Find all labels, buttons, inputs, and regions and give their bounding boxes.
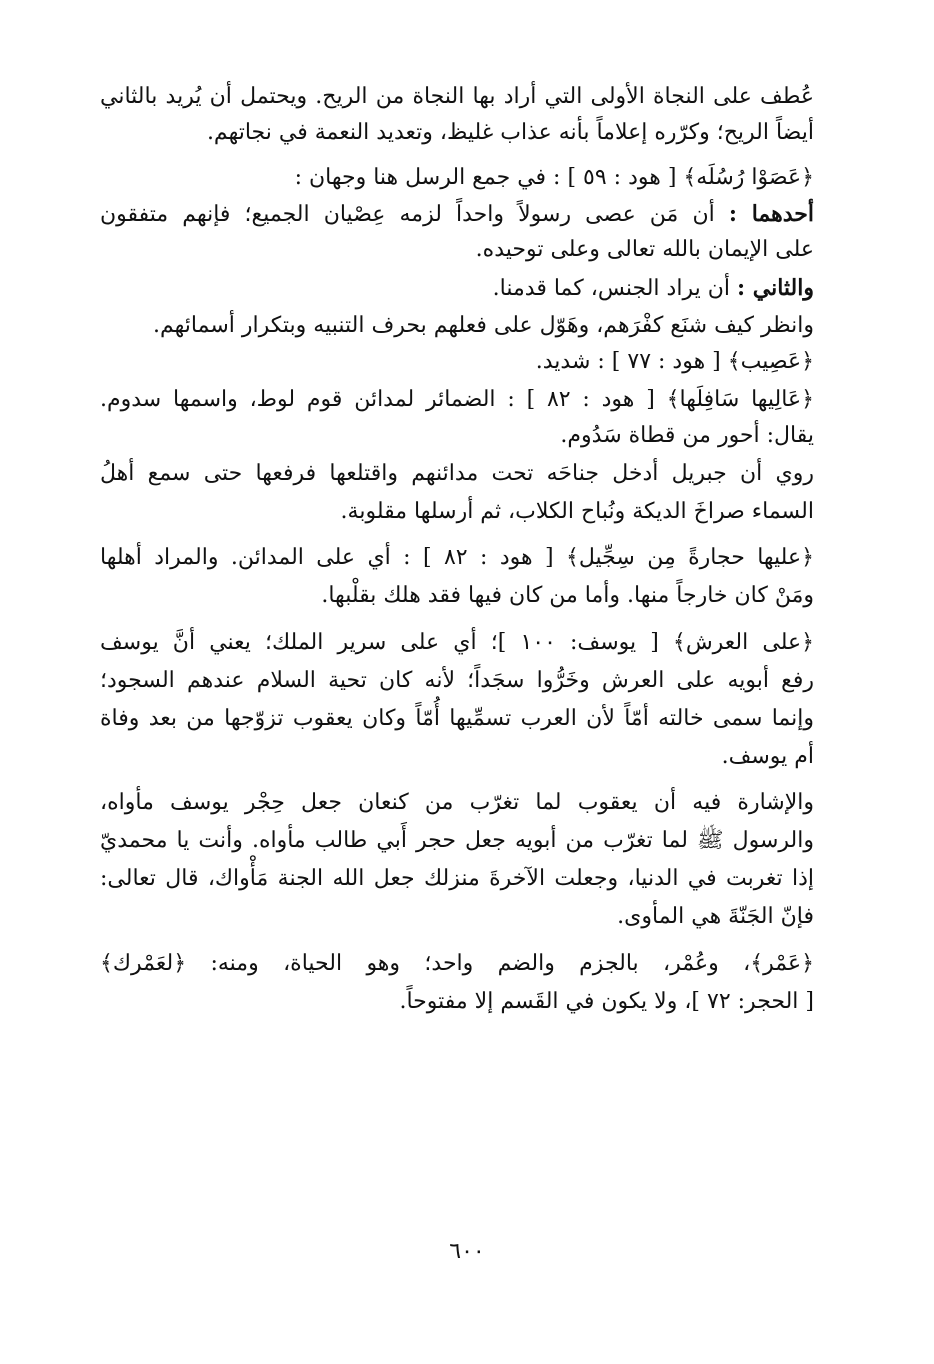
paragraph bbox=[100, 82, 814, 148]
text-line: وانظر كيف شنَع كفْرَهم، وهَوّل على فعلهم بحرف التنبيه وبتكرار أسمائهم. bbox=[153, 313, 814, 338]
text-line: [ الحجر: ٧٢ ]، ولا يكون في القَسم إلا مفتوحاً. bbox=[399, 989, 814, 1014]
paragraph-label: أحدهما : bbox=[728, 201, 814, 227]
text-line: ومَنْ كان خارجاً منها. وأما من كان فيها فقد هلك بقلْبها. bbox=[321, 583, 814, 608]
page-body bbox=[100, 82, 814, 1017]
text-line: وإنما سمى خالته أمّاً لأن العرب تسمِّيها أُمّاً وكان يعقوب تزوّجها من بعد وفاة bbox=[100, 706, 814, 731]
paragraph bbox=[100, 385, 814, 451]
text-line: ﴿عليها حجارةً مِن سِجِّيل﴾ [ هود : ٨٢ ] : أي على المدائن. والمراد أهلها bbox=[100, 545, 814, 570]
text-line: ﴿عَصِيب﴾ [ هود : ٧٧ ] : شديد. bbox=[535, 349, 814, 374]
paragraph bbox=[100, 273, 814, 303]
text-line: عُطف على النجاة الأولى التي أراد بها النجاة من الريح. ويحتمل أن يُريد بالثاني bbox=[100, 84, 814, 109]
text-line: ﴿على العرش﴾ [ يوسف: ١٠٠ ]؛ أي على سرير الملك؛ يعني أنَّ يوسف bbox=[100, 630, 814, 655]
text-line: أيضاً الريح؛ وكرّره إعلاماً بأنه عذاب غليظ، وتعديد النعمة في نجاتهم. bbox=[206, 120, 814, 145]
text-line: أم يوسف. bbox=[721, 744, 814, 769]
page-number: ٦٠٠ bbox=[449, 1239, 485, 1264]
paragraph bbox=[100, 949, 814, 1017]
text-line: السماء صراخَ الديكة ونُباح الكلاب، ثم أرسلها مقلوبة. bbox=[340, 499, 814, 524]
paragraph bbox=[100, 543, 814, 611]
text-line: ﴿عَالِيها سَافِلَها﴾ [ هود : ٨٢ ] : الضمائر لمدائن قوم لوط، واسمها سدوم. bbox=[100, 387, 814, 412]
text-line: ﴿عَمْر﴾، وعُمْر، بالجزم والضم واحد؛ وهو الحياة، ومنه: ﴿لعَمْرك﴾ bbox=[100, 951, 814, 976]
text-span: أن يراد الجنس، كما قدمنا. bbox=[492, 276, 730, 301]
text-line bbox=[100, 273, 814, 303]
paragraph bbox=[100, 788, 814, 932]
paragraph bbox=[100, 628, 814, 772]
paragraph bbox=[100, 311, 814, 341]
paragraph bbox=[100, 459, 814, 527]
text-line: إذا تغربت في الدنيا، وجعلت الآخرةَ منزلك جعل الله الجنة مَأْواك، قال تعالى: bbox=[100, 866, 814, 891]
text-line: على الإيمان بالله تعالى وعلى توحيده. bbox=[475, 237, 814, 262]
text-line: والرسول ﷺ لما تغرّب من أبويه جعل حجر أَبي طالب مأواه. وأنت يا محمديّ bbox=[100, 828, 814, 853]
text-line bbox=[100, 199, 814, 229]
paragraph bbox=[100, 199, 814, 265]
text-line: ﴿عَصَوْا رُسُلَه﴾ [ هود : ٥٩ ] : في جمع الرسل هنا وجهان : bbox=[294, 165, 814, 190]
text-line: يقال: أحور من قطاة سَدُوم. bbox=[560, 423, 814, 448]
paragraph-label: والثاني : bbox=[736, 275, 814, 301]
text-line: فإنّ الجَنّةَ هي المأوى. bbox=[617, 904, 814, 929]
text-line: رفع أبويه على العرش وخَرُّوا سجَداً؛ لأنه كان تحية السلام عندهم السجود؛ bbox=[100, 668, 814, 693]
text-span: أن مَن عصى رسولاً واحداً لزمه عِصْيان الجميع؛ فإنهم متفقون bbox=[100, 202, 715, 227]
paragraph bbox=[100, 347, 814, 377]
text-line: روي أن جبريل أدخل جناحَه تحت مدائنهم واقتلعها فرفعها حتى سمع أهلُ bbox=[100, 461, 814, 486]
paragraph bbox=[100, 163, 814, 193]
text-line: والإشارة فيه أن يعقوب لما تغرّب من كنعان جعل حِجْر يوسف مأواه، bbox=[100, 790, 814, 815]
